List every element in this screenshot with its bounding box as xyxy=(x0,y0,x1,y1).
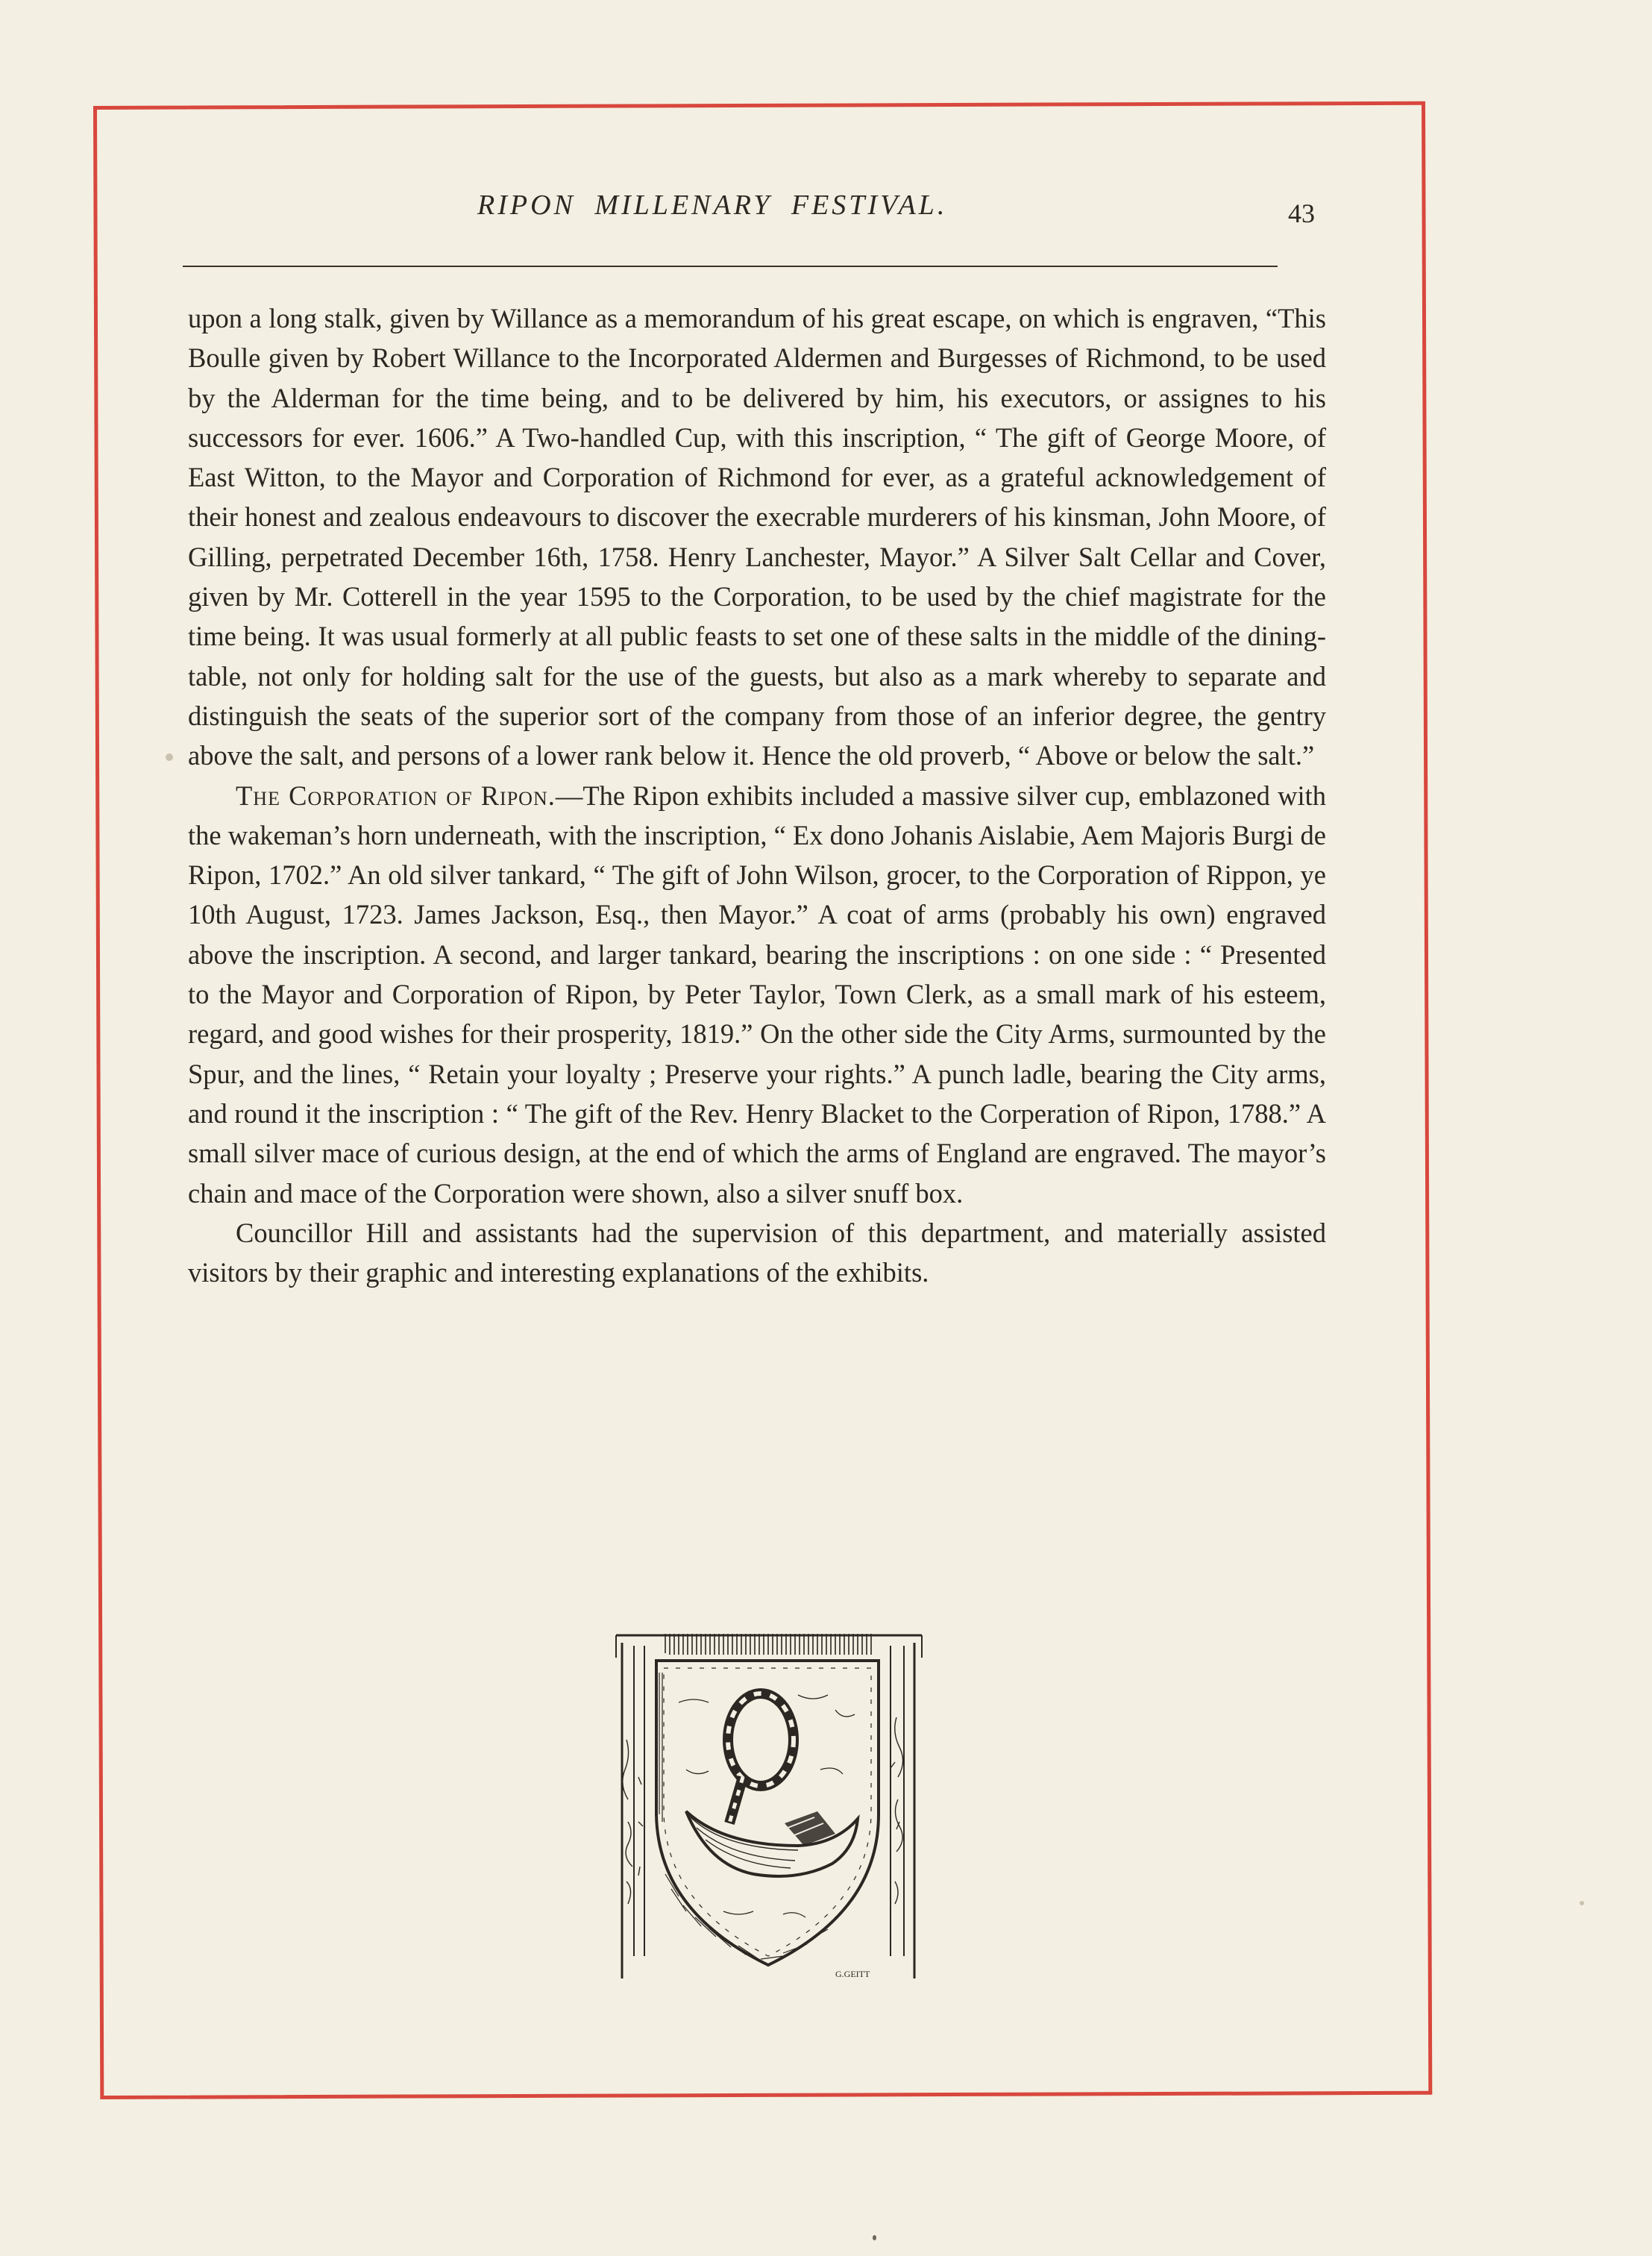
paper-speck xyxy=(1580,1901,1584,1905)
body-text xyxy=(188,298,1326,1292)
paragraph-3: Councillor Hill and assistants had the supervision of this department, and materially assisted visitors by their graphic and interesting explanations of the exhibits. xyxy=(188,1217,1326,1288)
paragraph-2 xyxy=(188,776,1326,1213)
section-heading: The Corporation of Ripon. xyxy=(236,780,556,811)
page-number: 43 xyxy=(1288,198,1315,228)
paragraph-1: upon a long stalk, given by Willance as a memorandum of his great escape, on which is engraven, “This Boulle given by Robert Willance to the Incorporated Aldermen and Burgesses of Richmond, to be used by the Alderman for the time being, and to be delivered by him, his executors, or assignes to his successors for ever. 1606.” A Two-handled Cup, with this inscription, “ The gift of George Moore, of East Witton, to the Mayor and Corporation of Richmond for ever, as a grateful acknowledgement of their honest and zealous endeavours to discover the execrable murderers of his kinsman, John Moore, of Gilling, perpetrated December 16th, 1758. Henry Lanchester, Mayor.” A Silver Salt Cellar and Cover, given by Mr. Cotterell in the year 1595 to the Corporation, to be used by the chief magistrate for the time being. It was usual formerly at all public feasts to set one of these salts in the middle of the dining-table, not only for holding salt for the use of the guests, but also as a mark whereby to separate and distinguish the seats of the superior sort of the company from those of an inferior degree, the gentry above the salt, and persons of a lower rank below it. Hence the old proverb, “ Above or below the salt.” xyxy=(188,303,1326,771)
header-rule xyxy=(183,266,1278,267)
running-title: RIPON MILLENARY FESTIVAL. xyxy=(477,189,948,221)
ripon-arms-shield-icon xyxy=(612,1628,926,1986)
paragraph-2-text: —The Ripon exhibits included a massive silver cup, emblazoned with the wakeman’s horn underneath, with the inscription, “ Ex dono Johanis Aislabie, Aem Majoris Burgi de Ripon, 1702.” An old silver tankard, “ The gift of John Wilson, grocer, to the Corporation of Rippon, ye 10th August, 1723. James Jackson, Esq., then Mayor.” A coat of arms (probably his own) engraved above the inscription. A second, and larger tankard, bearing the inscriptions : on one side : “ Presented to the Mayor and Corporation of Ripon, by Peter Taylor, Town Clerk, as a small mark of his esteem, regard, and good wishes for their prosperity, 1819.” On the other side the City Arms, surmounted by the Spur, and the lines, “ Retain your loyalty ; Preserve your rights.” A punch ladle, bearing the City arms, and round it the inscription : “ The gift of the Rev. Henry Blacket to the Corperation of Ripon, 1788.” A small silver mace of curious design, at the end of which the arms of England are engraved. The mayor’s chain and mace of the Corporation were shown, also a silver snuff box. xyxy=(188,780,1326,1209)
engraver-signature: G.GEITT xyxy=(835,1969,870,1979)
paper-speck xyxy=(166,753,173,761)
paper-speck xyxy=(873,2235,876,2240)
